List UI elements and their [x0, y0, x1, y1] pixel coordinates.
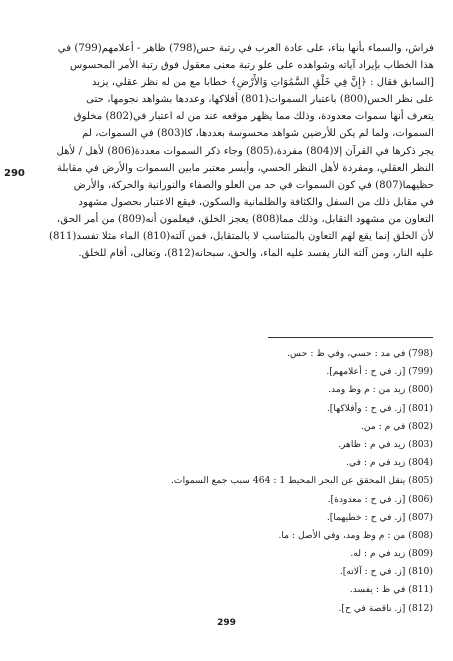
footnote-item: (804) زيد في م : في.: [346, 457, 433, 469]
footnote-item: (802) في م : من.: [360, 420, 433, 432]
text-line: هذا الخطاب بإيراد آياته وشواهده على علو رتبة معنى معقول فوق رتبة الأمر المحسوس: [70, 60, 434, 72]
footnote-item: (809) زيد في م : له.: [350, 548, 433, 560]
text-line: على نظر الحس(800) باعتبار السموات(801) أفلاكها، وعددها بشواهد نجومها، حتى: [86, 94, 434, 106]
footnote-item: (803) زيد في م : ظاهر.: [338, 438, 433, 450]
text-line: يجر ذكرها في القرآن إلا(804) مفردة،(805) وجاء ذكر السموات معددة(806) لأهل / لأهل: [56, 145, 434, 157]
footnote-item: (812) [ز. ناقصة في ح].: [338, 602, 433, 614]
text-line: فراش، والسماء بأنها بناء، على عادة العرب في رتبة حس(798) ظاهر - أعلامهم(799) في: [57, 43, 434, 54]
text-line: التعاون من مشهود التقابل، وذلك مما(808) يعجز الخلق، فيعلمون أنه(809) من أمر الحق،: [56, 213, 434, 225]
text-line: النظر العقلي، ومفردة لأهل النظر الحسي، وأيسر معتبر مابين السموات والأرض في مقابلة: [56, 162, 434, 174]
page-number: 299: [217, 618, 236, 628]
text-line: لأن الخلق إنما يقع لهم التعاون بالمتناسب لا بالمتقابل، فمن آلته(810) الماء مثلا تفسد(811): [48, 231, 434, 243]
footnote-item: (805) ينقل المحقق عن البحر المحيط 1 : 464 سبب جمع السموات.: [171, 475, 433, 487]
footnote-item: (807) [ز. في ح : خطيهما].: [326, 511, 433, 523]
footnote-divider: [268, 337, 433, 338]
text-line: يتعرف أنها سموات معدودة، وذلك مما يظهر موقعه عند من له اعتبار في(802) مخلوق: [73, 111, 434, 123]
footnote-item: (800) زيد من : م وظ ومد.: [328, 384, 433, 396]
footnote-item: (808) من : م وظ ومد، وفي الأصل : ما.: [278, 529, 433, 541]
footnote-item: (811) في ظ : يفسد.: [349, 584, 433, 596]
footnote-item: (806) [ز. في ح : معدودة].: [327, 493, 433, 505]
text-line: حظيهما(807) في كون السموات في حد من العلو والصفاء والنورانية والحركة، والأرض: [73, 179, 434, 191]
footnote-item: (799) [ز. في ح : أعلامهم].: [326, 366, 433, 378]
main-text-block: [22, 40, 434, 262]
text-line: عليه النار، ومن آلته النار يفسد عليه الماء، والحق، سبحانه(812)، وتعالى، أقام للخلق.: [78, 248, 434, 260]
footnote-item: (810) [ز. في ح : آلاته].: [339, 566, 433, 578]
footnotes-block: [40, 345, 433, 618]
footnote-item: (798) في مد : حسي، وفي ظ : حس.: [287, 348, 433, 359]
margin-page-number: 290: [4, 168, 25, 179]
text-line: [السابق فقال : ﴿إِنَّ فِي خَلْقِ السَّمَٰوَاتِ وَالأَرْضِ﴾ خطابا مع من له نظر عقلي، يزيد: [91, 77, 434, 89]
text-line: السموات، ولما لم يكن للأرضين شواهد محسوسة بعددها، كا(803) في السموات، لم: [82, 128, 434, 140]
text-line: في مقابل ذلك من السفل والكثافة والظلمانية والسكون، فيقع الاعتبار بحصول مشهود: [78, 196, 434, 208]
footnote-item: (801) [ز. في ح : وأفلاكها].: [326, 402, 433, 414]
